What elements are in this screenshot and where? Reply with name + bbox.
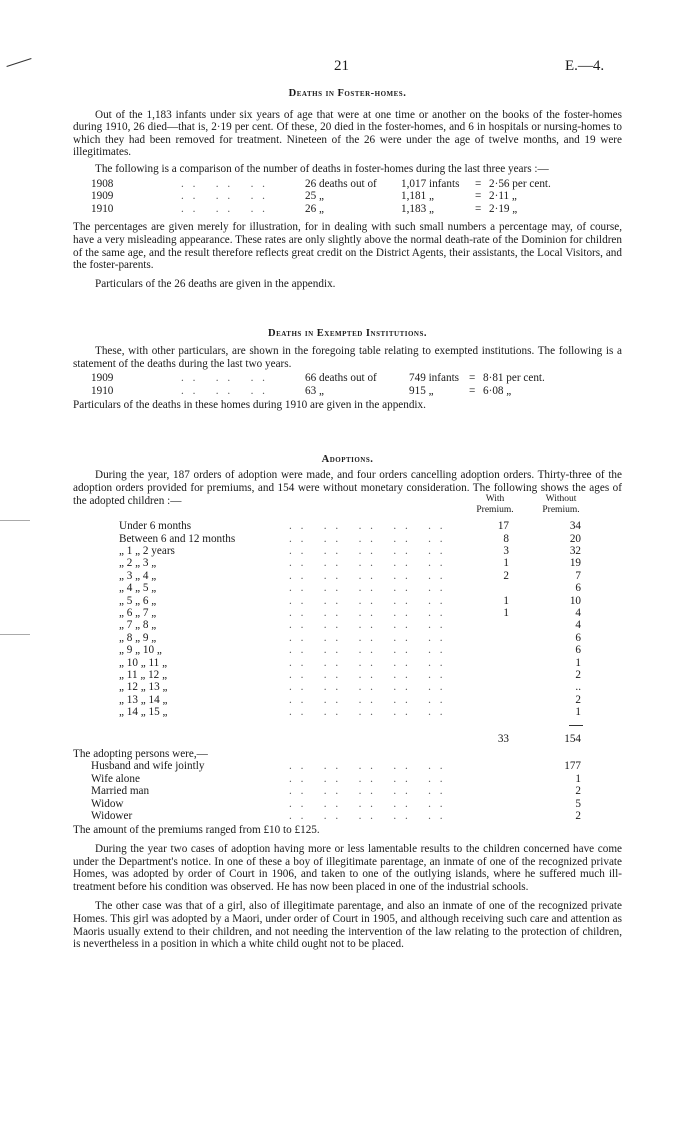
leader-dots: . . . . . . . . . . [289, 668, 446, 681]
section-heading-adoptions: Adoptions. [321, 453, 374, 465]
adoptions-paragraph-2: During the year two cases of adoption having more or less lamentable results to the children concerned have come under the Department's notice. In one of these a boy of illegitimate parentage, an inmate of one of the recognized private Homes, was adopted by order of Court in 1906, and taken to one of the outlying islands, where he suffered much ill-treatment before his condition was observed. He has now been placed in one of the industrial schools. [73, 843, 622, 893]
leader-dots: . . . . . . . . . . [289, 706, 446, 719]
age-row [73, 706, 622, 718]
foster-paragraph-3: The percentages are given merely for illustration, for in dealing with such small numbers a percentage may, of course, have a very misleading appearance. These rates are only slightly above the normal death-rate of the Dominion for children of the same age, and the result therefore reflects great credit on the District Agents, their assistants, the Local Visitors, and the foster-parents. [73, 221, 622, 272]
age-row [73, 644, 622, 656]
leader-dots: . . . . . . . . . . [289, 520, 446, 533]
equals: = [469, 384, 476, 397]
infants-count: 1,181 „ [401, 190, 434, 203]
age-label: „ 12 „ 13 „ [119, 681, 168, 694]
without-premium-count: 6 [575, 631, 581, 644]
without-premium-count: 10 [569, 594, 581, 607]
age-row [73, 545, 622, 557]
with-premium-count: 1 [503, 594, 509, 607]
leader-dots: . . . . . . . . . . [289, 594, 446, 607]
death-rate: 2·56 per cent. [489, 177, 551, 190]
deaths-count: 25 „ [305, 190, 324, 203]
age-row [73, 533, 622, 545]
age-label: „ 14 „ 15 „ [119, 706, 168, 719]
age-label: „ 10 „ 11 „ [119, 656, 168, 669]
with-premium-count: 1 [503, 606, 509, 619]
leader-dots: . . . . . . . . . . [289, 619, 446, 632]
adopter-count: 2 [575, 810, 581, 823]
age-row [73, 657, 622, 669]
margin-pen-mark [6, 58, 31, 67]
age-row [73, 582, 622, 594]
age-row [73, 557, 622, 569]
foster-row [73, 190, 622, 203]
age-label: Under 6 months [119, 520, 192, 533]
year: 1909 [91, 372, 114, 385]
section-heading-exempted-institutions: Deaths in Exempted Institutions. [267, 328, 427, 340]
adopter-count: 2 [575, 785, 581, 798]
age-label: „ 1 „ 2 years [119, 545, 175, 558]
leader-dots: . . . . . . . . . . [289, 810, 446, 823]
without-premium-count: 7 [575, 569, 581, 582]
year: 1908 [91, 177, 114, 190]
foster-row [73, 178, 622, 191]
total-with-premium: 33 [497, 732, 509, 745]
adopter-count: 1 [575, 772, 581, 785]
without-premium-count: 6 [575, 582, 581, 595]
adopter-type: Widow [91, 797, 124, 810]
without-premium-count: 2 [575, 693, 581, 706]
leader-dots: . . . . . . . . . . [289, 644, 446, 657]
adopting-person-row [73, 798, 622, 810]
leader-dots: . . . . . . . . . . [289, 693, 446, 706]
without-premium-count: 20 [569, 532, 581, 545]
age-row [73, 520, 622, 532]
exempted-deaths-table [73, 372, 622, 397]
infants-count: 915 „ [409, 384, 434, 397]
deaths-count: 26 deaths out of [305, 177, 377, 190]
age-row [73, 595, 622, 607]
totals-rule [73, 719, 622, 733]
with-premium-count: 1 [503, 557, 509, 570]
leader-dots: . . . . . . . . . . [289, 582, 446, 595]
age-label: „ 11 „ 12 „ [119, 668, 168, 681]
leader-dots: . . . . . . . . . . [289, 656, 446, 669]
adopter-type: Husband and wife jointly [91, 760, 205, 773]
adopting-person-row [73, 810, 622, 822]
age-row [73, 632, 622, 644]
year: 1909 [91, 190, 114, 203]
adoptions-paragraph-3: The other case was that of a girl, also of illegitimate parentage, and also an inmate of one of the recognized private Homes. This girl was adopted by a Maori, under order of Court in 1905, and although receiving such care and attention as Maoris usually extend to their children, and not needing the intervention of the law relating to the protection of children, is nevertheless in a position in which a white child ought not to be placed. [73, 900, 622, 951]
without-premium-count: 32 [569, 545, 581, 558]
page-number: 21 [334, 58, 349, 74]
margin-dash [0, 520, 30, 521]
equals: = [475, 177, 482, 190]
age-row [73, 570, 622, 582]
foster-paragraph-4: Particulars of the 26 deaths are given in the appendix. [95, 277, 336, 290]
leader-dots: . . . . . . . . . . [289, 631, 446, 644]
death-rate: 2·19 „ [489, 202, 518, 215]
equals: = [469, 372, 476, 385]
ages-table-header [73, 494, 622, 520]
leader-dots: . . . . . . . . . . [289, 569, 446, 582]
deaths-count: 63 „ [305, 384, 324, 397]
age-label: „ 7 „ 8 „ [119, 619, 157, 632]
adopter-count: 177 [564, 760, 581, 773]
with-premium-count: 17 [497, 520, 509, 533]
column-header-with-premium: With Premium. [476, 494, 514, 515]
without-premium-count: 2 [575, 668, 581, 681]
without-premium-count: 19 [569, 557, 581, 570]
age-row [73, 607, 622, 619]
without-premium-count: 1 [575, 656, 581, 669]
death-rate: 6·08 „ [483, 384, 512, 397]
leader-dots: . . . . . . . . . . [289, 545, 446, 558]
exempted-paragraph-1: These, with other particulars, are shown in the foregoing table relating to exempted institutions. The following is a statement of the deaths during the last two years. [73, 344, 622, 370]
adopting-person-row [73, 760, 622, 772]
adopter-type: Married man [91, 785, 150, 798]
adopting-persons-table [73, 760, 622, 822]
exempted-row [73, 385, 622, 398]
with-premium-count: 2 [503, 569, 509, 582]
age-row [73, 669, 622, 681]
leader-dots: . . . . . . [181, 190, 268, 203]
without-premium-count: 4 [575, 619, 581, 632]
age-label: „ 2 „ 3 „ [119, 557, 157, 570]
adopter-type: Widower [91, 810, 133, 823]
ages-total-row [73, 733, 622, 745]
equals: = [475, 190, 482, 203]
adopting-person-row [73, 773, 622, 785]
foster-deaths-table [73, 178, 622, 216]
age-label: „ 5 „ 6 „ [119, 594, 157, 607]
age-label: „ 6 „ 7 „ [119, 606, 157, 619]
margin-dash [0, 634, 30, 635]
total-without-premium: 154 [564, 732, 581, 745]
leader-dots: . . . . . . . . . . [289, 797, 446, 810]
exempted-row [73, 372, 622, 385]
foster-paragraph-2: The following is a comparison of the number of deaths in foster-homes during the last three years :— [95, 162, 549, 175]
leader-dots: . . . . . . . . . . [289, 760, 446, 773]
leader-dots: . . . . . . [181, 372, 268, 385]
adopter-type: Wife alone [91, 772, 140, 785]
deaths-count: 66 deaths out of [305, 372, 377, 385]
death-rate: 2·11 „ [489, 190, 517, 203]
age-label: Between 6 and 12 months [119, 532, 236, 545]
leader-dots: . . . . . . . . . . [289, 557, 446, 570]
without-premium-count: 1 [575, 706, 581, 719]
infants-count: 749 infants [409, 372, 460, 385]
adopting-person-row [73, 785, 622, 797]
document-reference: E.—4. [565, 58, 605, 74]
deaths-count: 26 „ [305, 202, 324, 215]
without-premium-count: 34 [569, 520, 581, 533]
age-label: „ 4 „ 5 „ [119, 582, 157, 595]
without-premium-count: 6 [575, 644, 581, 657]
age-label: „ 9 „ 10 „ [119, 644, 162, 657]
adopting-persons-intro: The adopting persons were,— [73, 747, 208, 760]
leader-dots: . . . . . . [181, 202, 268, 215]
age-row [73, 681, 622, 693]
equals: = [475, 202, 482, 215]
year: 1910 [91, 202, 114, 215]
age-row [73, 694, 622, 706]
year: 1910 [91, 384, 114, 397]
infants-count: 1,183 „ [401, 202, 434, 215]
infants-count: 1,017 infants [401, 177, 460, 190]
with-premium-count: 3 [503, 545, 509, 558]
ages-rows [73, 520, 622, 718]
leader-dots: . . . . . . [181, 384, 268, 397]
leader-dots: . . . . . . . . . . [289, 772, 446, 785]
page-content [73, 88, 622, 951]
age-label: „ 13 „ 14 „ [119, 693, 168, 706]
leader-dots: . . . . . . . . . . [289, 785, 446, 798]
leader-dots: . . . . . . . . . . [289, 532, 446, 545]
leader-dots: . . . . . . . . . . [289, 681, 446, 694]
adoption-ages-table [73, 494, 622, 745]
death-rate: 8·81 per cent. [483, 372, 545, 385]
premiums-range: The amount of the premiums ranged from £10 to £125. [73, 824, 320, 837]
without-premium-count: .. [575, 681, 581, 694]
leader-dots: . . . . . . . . . . [289, 606, 446, 619]
leader-dots: . . . . . . [181, 177, 268, 190]
section-heading-foster-homes: Deaths in Foster-homes. [288, 88, 407, 99]
age-label: „ 8 „ 9 „ [119, 631, 157, 644]
adopter-count: 5 [575, 797, 581, 810]
column-header-without-premium: Without Premium. [542, 494, 580, 515]
age-row [73, 619, 622, 631]
with-premium-count: 8 [503, 532, 509, 545]
foster-paragraph-1: Out of the 1,183 infants under six years of age that were at one time or another on the books of the foster-homes during 1910, 26 died—that is, 2·19 per cent. Of these, 20 died in the foster-homes, and 6 in hospitals or nursing-homes to which they had been removed for treatment. Nineteen of the 26 were under the age of twelve months, and 19 were illegitimates. [73, 108, 622, 159]
adoptions-paragraph-1: During the year, 187 orders of adoption were made, and four orders cancelling adoption orders. Thirty-three of the adoption orders provided for premiums, and 154 were without monetary consideration. The following shows the ages of the adopted children :— [73, 469, 622, 507]
without-premium-count: 4 [575, 606, 581, 619]
age-label: „ 3 „ 4 „ [119, 569, 157, 582]
exempted-paragraph-2: Particulars of the deaths in these homes during 1910 are given in the appendix. [73, 399, 426, 412]
foster-row [73, 203, 622, 216]
